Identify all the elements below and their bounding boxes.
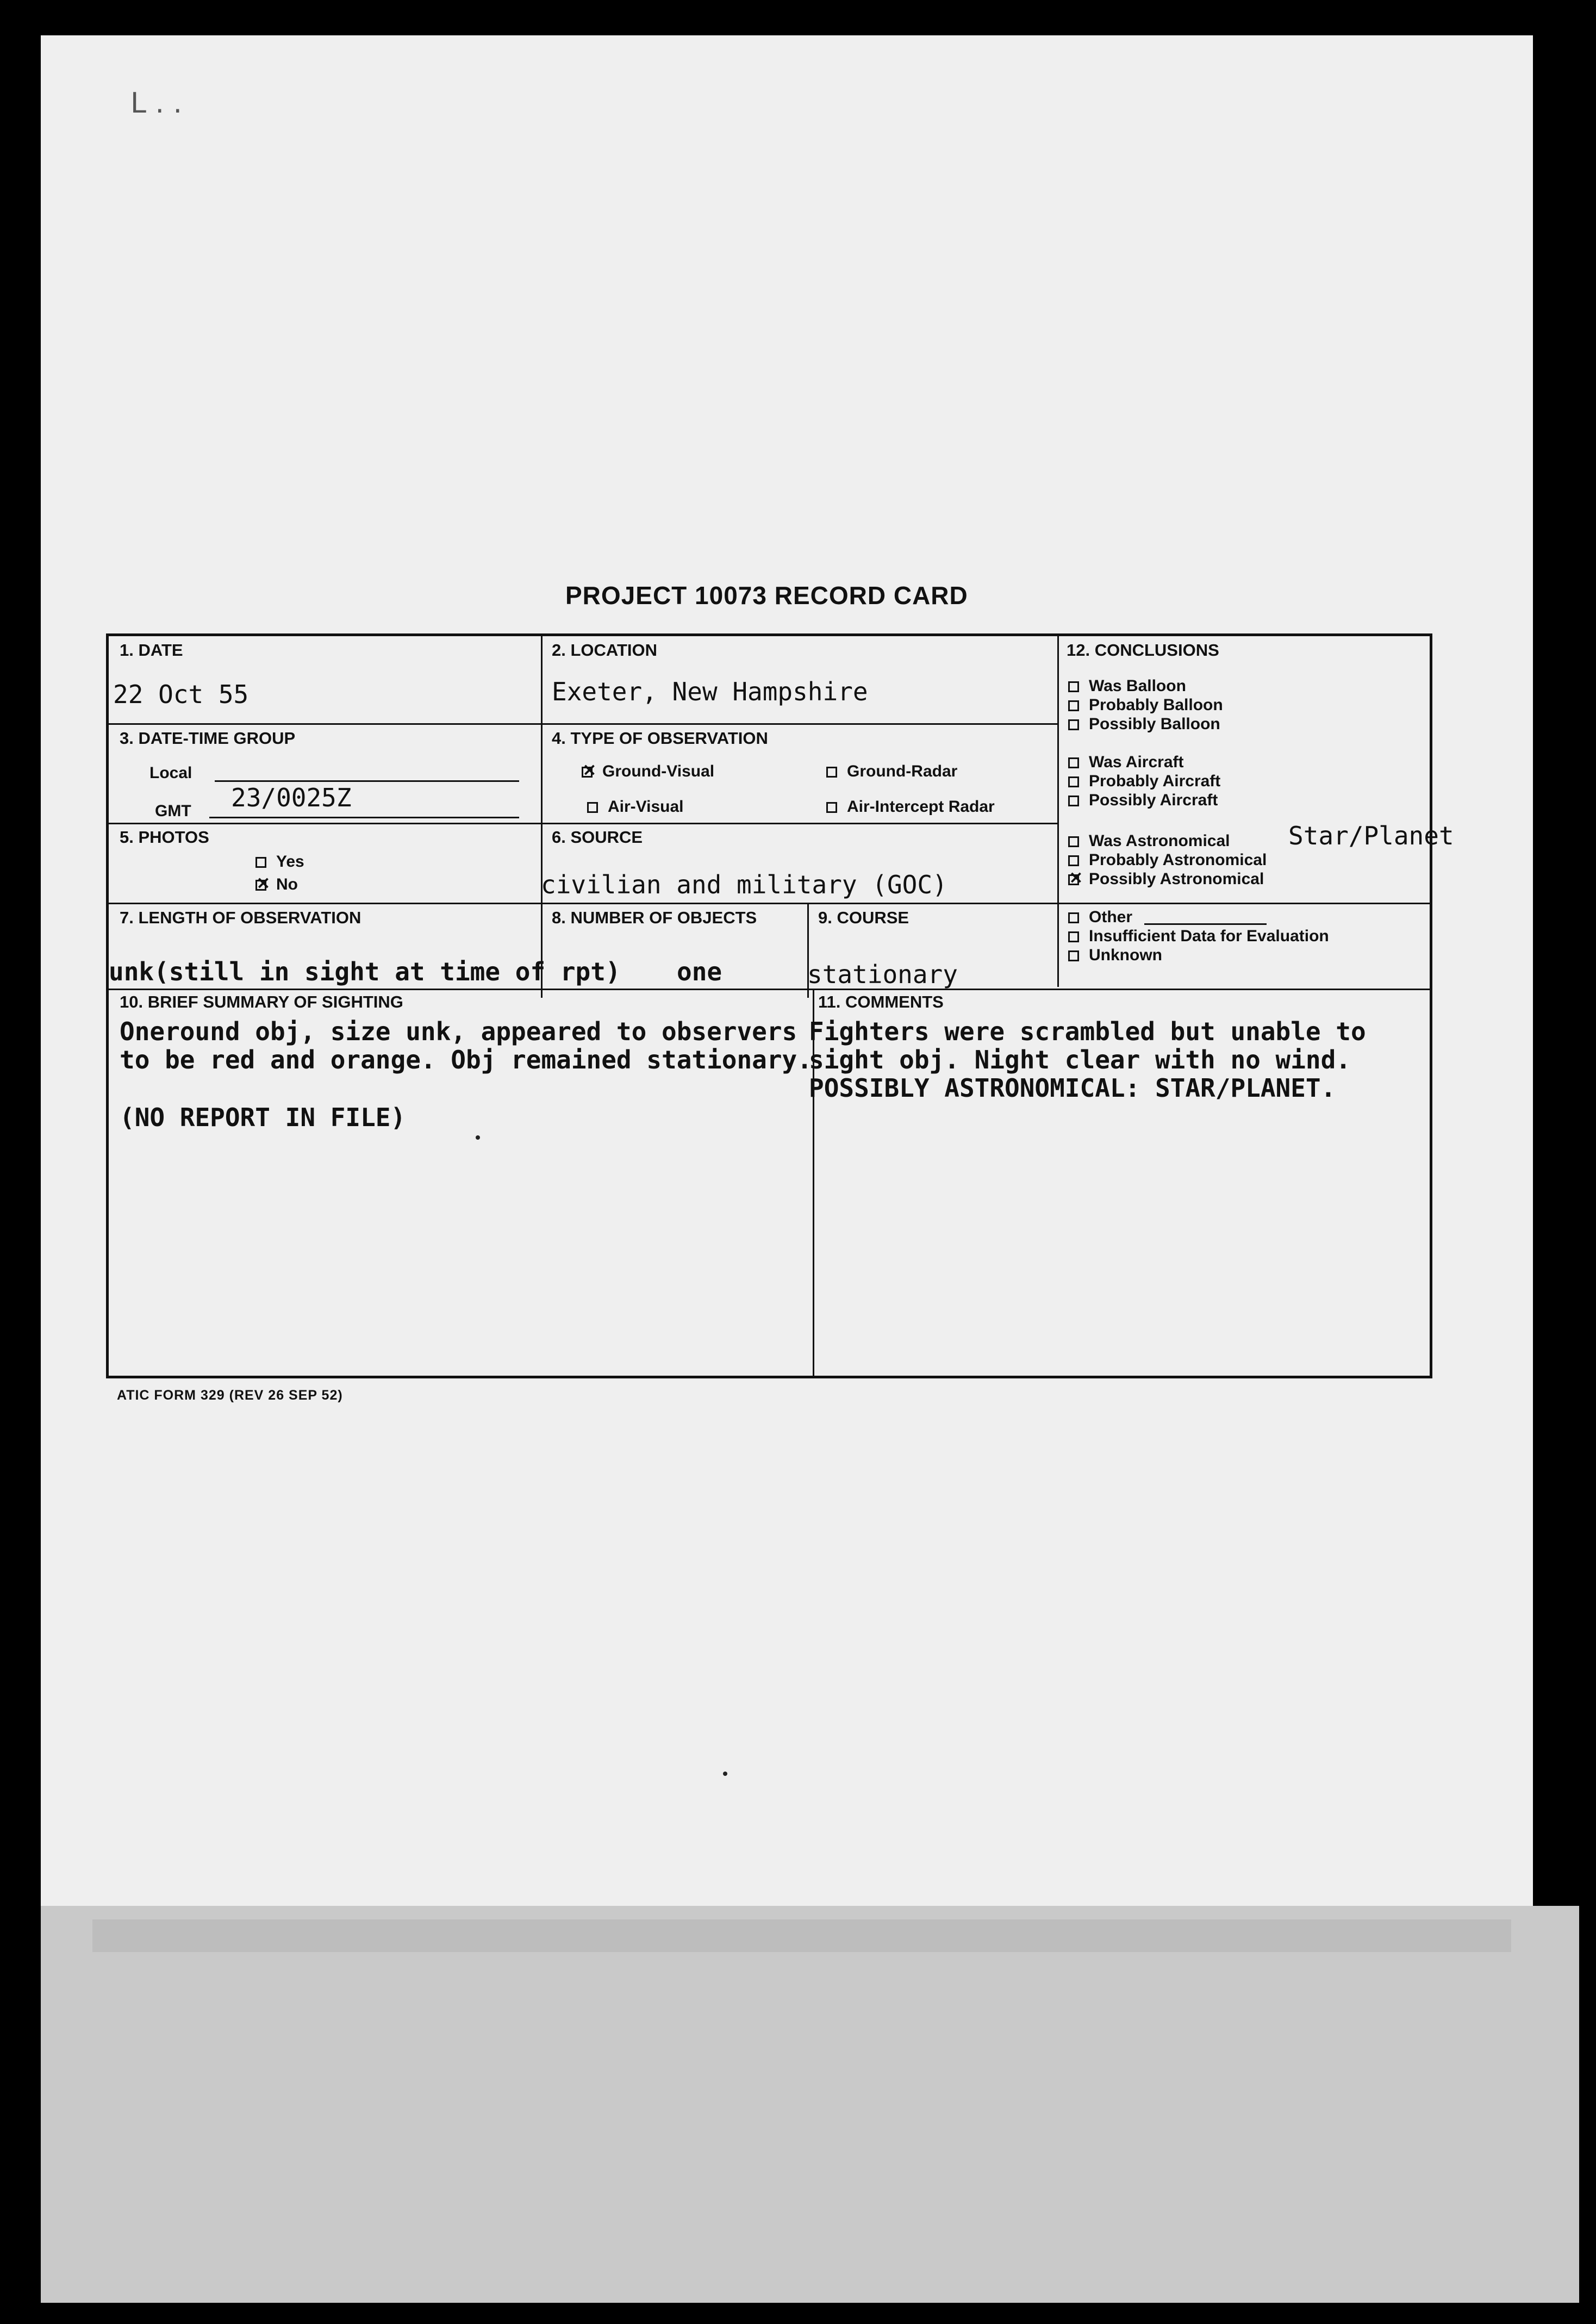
checkbox-icon xyxy=(1068,836,1079,847)
obs-air-visual: Air-Visual xyxy=(587,798,684,816)
photos-yes: Yes xyxy=(255,853,304,871)
conclusion-was-astronomical: Was Astronomical xyxy=(1068,832,1230,850)
source-value: civilian and military (GOC) xyxy=(541,870,947,899)
record-card xyxy=(106,633,1454,1378)
dtg-gmt-value: 23/0025Z xyxy=(231,783,352,812)
checkbox-icon xyxy=(1068,931,1079,942)
length-label: 7. LENGTH OF OBSERVATION xyxy=(120,908,361,927)
dtg-local-line xyxy=(215,780,519,782)
observation-type-label: 4. TYPE OF OBSERVATION xyxy=(552,729,768,748)
conclusion-insufficient-data: Insufficient Data for Evaluation xyxy=(1068,927,1329,946)
checkbox-checked-icon xyxy=(1068,874,1079,885)
checkbox-icon xyxy=(587,802,598,813)
conclusion-possibly-astronomical: ×Possibly Astronomical xyxy=(1068,870,1264,888)
conclusion-probably-aircraft: Probably Aircraft xyxy=(1068,772,1220,791)
date-value: 22 Oct 55 xyxy=(113,680,249,709)
conclusion-possibly-balloon: Possibly Balloon xyxy=(1068,715,1220,734)
obs-air-intercept-radar: Air-Intercept Radar xyxy=(826,798,995,816)
checkbox-icon xyxy=(826,767,837,778)
course-value: stationary xyxy=(807,960,958,989)
checkbox-icon xyxy=(1068,681,1079,692)
comments-line-2: sight obj. Night clear with no wind. xyxy=(809,1045,1351,1074)
checkbox-checked-icon xyxy=(582,767,593,778)
conclusion-other-line xyxy=(1144,923,1267,925)
checkbox-checked-icon xyxy=(255,880,266,891)
conclusion-was-aircraft: Was Aircraft xyxy=(1068,753,1184,772)
conclusions-annotation: Star/Planet xyxy=(1288,821,1454,850)
photos-no: ×No xyxy=(255,875,298,894)
checkbox-icon xyxy=(1068,796,1079,806)
conclusion-other: Other xyxy=(1068,908,1132,927)
source-label: 6. SOURCE xyxy=(552,828,643,847)
checkbox-icon xyxy=(1068,855,1079,866)
speck xyxy=(476,1135,480,1140)
location-value: Exeter, New Hampshire xyxy=(552,677,868,706)
conclusion-probably-balloon: Probably Balloon xyxy=(1068,696,1223,714)
photos-label: 5. PHOTOS xyxy=(120,828,209,847)
paper-lower-edge xyxy=(41,1906,1579,2303)
comments-label: 11. COMMENTS xyxy=(818,992,944,1011)
course-label: 9. COURSE xyxy=(818,908,909,927)
comments-line-1: Fighters were scrambled but unable to xyxy=(809,1017,1366,1046)
summary-line-2: to be red and orange. Obj remained stationary. xyxy=(120,1045,812,1074)
conclusion-unknown: Unknown xyxy=(1068,946,1162,965)
speck xyxy=(723,1772,727,1776)
paper-shadow-strip xyxy=(92,1919,1511,1952)
checkbox-icon xyxy=(1068,776,1079,787)
checkbox-icon xyxy=(1068,700,1079,711)
obs-ground-radar: Ground-Radar xyxy=(826,762,957,781)
conclusion-probably-astronomical: Probably Astronomical xyxy=(1068,851,1267,869)
obs-ground-visual: ×Ground-Visual xyxy=(582,762,714,781)
checkbox-icon xyxy=(255,857,266,868)
length-value: unk(still in sight at time of rpt) xyxy=(109,957,621,986)
location-label: 2. LOCATION xyxy=(552,641,658,660)
conclusions-label: 12. CONCLUSIONS xyxy=(1067,641,1219,660)
objects-label: 8. NUMBER OF OBJECTS xyxy=(552,908,757,927)
summary-label: 10. BRIEF SUMMARY OF SIGHTING xyxy=(120,992,403,1011)
dtg-gmt-line xyxy=(209,817,519,818)
page-mark: L . . xyxy=(130,87,183,120)
dtg-gmt-label: GMT xyxy=(155,802,191,820)
summary-line-1: Oneround obj, size unk, appeared to observers xyxy=(120,1017,797,1046)
checkbox-icon xyxy=(1068,912,1079,923)
checkbox-icon xyxy=(1068,719,1079,730)
dtg-local-label: Local xyxy=(149,764,192,782)
conclusion-possibly-aircraft: Possibly Aircraft xyxy=(1068,791,1218,810)
objects-value: one xyxy=(677,957,722,986)
card-title: PROJECT 10073 RECORD CARD xyxy=(565,581,968,610)
checkbox-icon xyxy=(1068,757,1079,768)
checkbox-icon xyxy=(1068,950,1079,961)
date-label: 1. DATE xyxy=(120,641,183,660)
form-footer: ATIC FORM 329 (REV 26 SEP 52) xyxy=(117,1388,343,1403)
comments-line-3: POSSIBLY ASTRONOMICAL: STAR/PLANET. xyxy=(809,1073,1336,1103)
checkbox-icon xyxy=(826,802,837,813)
conclusion-was-balloon: Was Balloon xyxy=(1068,677,1186,695)
dtg-label: 3. DATE-TIME GROUP xyxy=(120,729,296,748)
summary-line-3: (NO REPORT IN FILE) xyxy=(120,1103,406,1132)
